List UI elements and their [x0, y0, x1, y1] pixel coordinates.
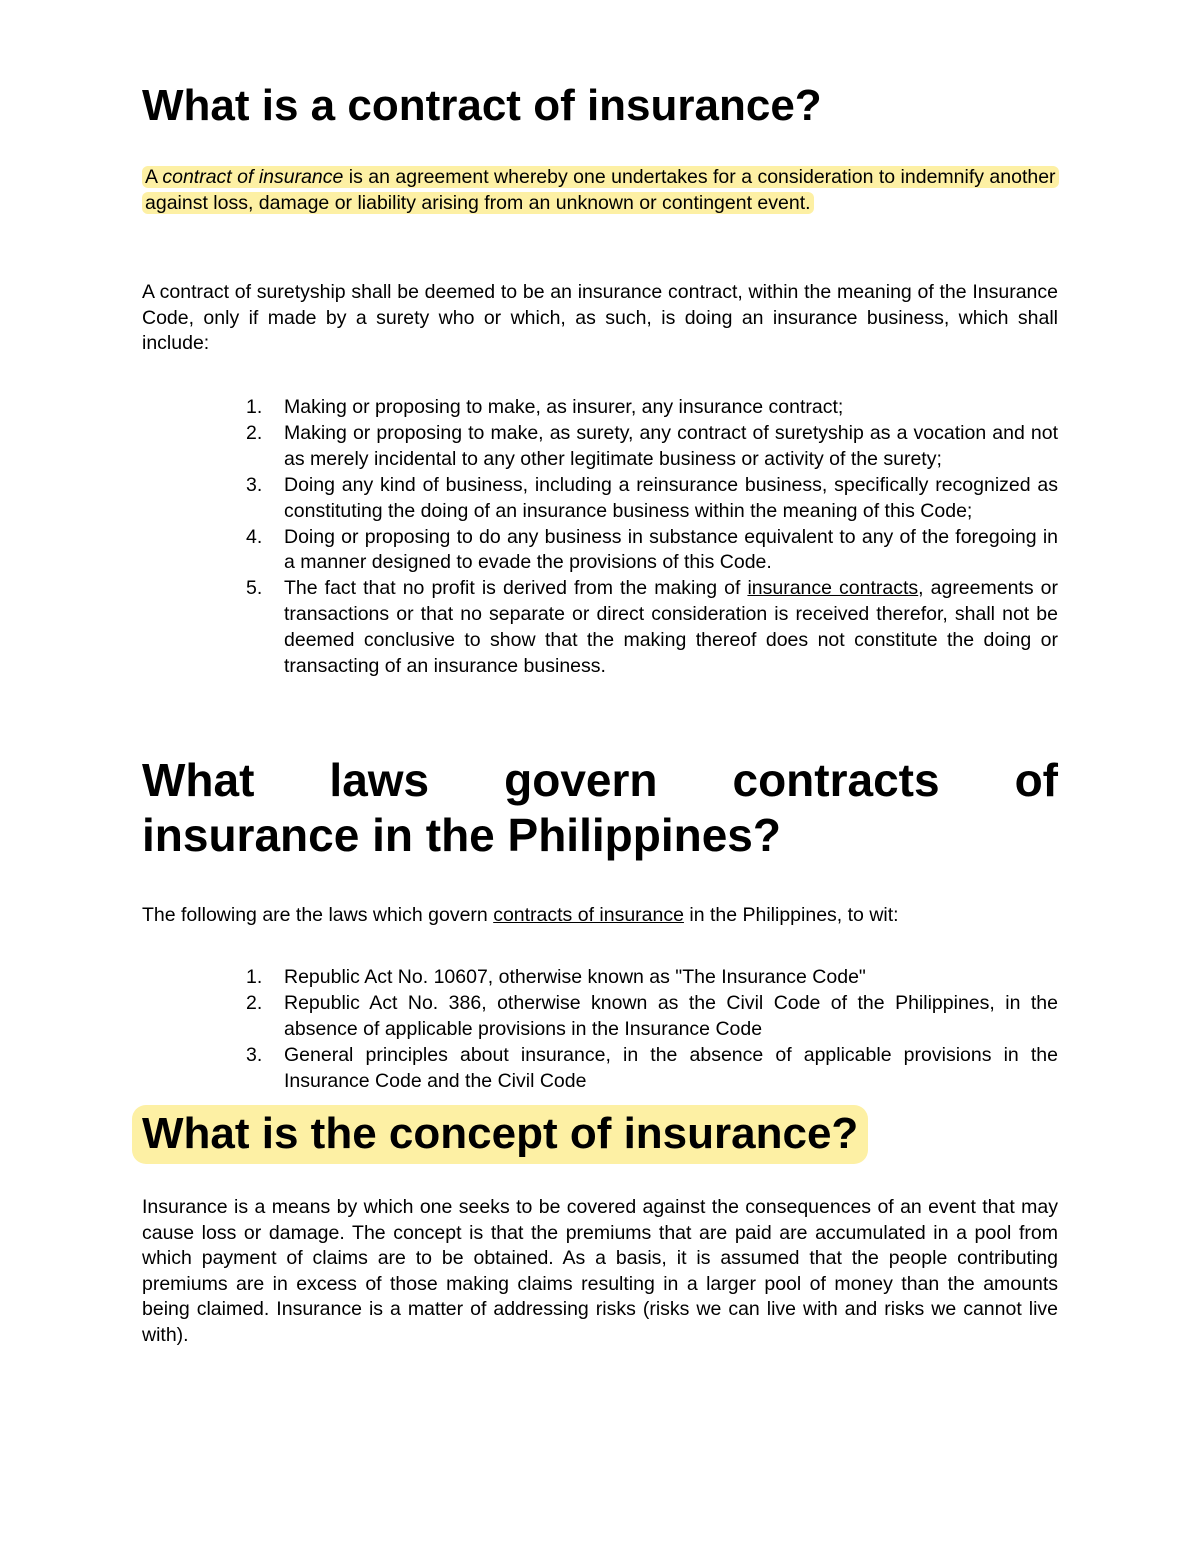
suretyship-paragraph: A contract of suretyship shall be deemed to be an insurance contract, within the meaning of the Insurance Code, only if made by a surety who or which, as such, is doing an insurance business, which shall include: — [142, 281, 1058, 355]
list-number: 1. — [246, 966, 263, 988]
contracts-of-insurance-link[interactable]: contracts of insurance — [493, 904, 684, 926]
list-number: 2. — [246, 991, 263, 1014]
definition-prefix: A — [145, 166, 163, 188]
list-item — [142, 525, 1058, 577]
list-item-text-after: , agreements or transactions or that no separate or direct consideration is received therefor, shall not be deemed conclusive to show that the making thereof does not constitute the doing or transacting of an insurance business. — [284, 577, 1058, 678]
definition-rest: is an agreement whereby one undertakes for a consideration to indemnify another against loss, damage or liability arising from an unknown or contingent event. — [145, 166, 1056, 214]
heading-laws-govern-line2: insurance in the Philippines? — [142, 809, 781, 861]
list-item-text-before: The fact that no profit is derived from the making of — [284, 577, 748, 600]
heading-highlight: What is the concept of insurance? — [132, 1105, 868, 1164]
list-item — [142, 965, 1058, 991]
laws-intro-after: in the Philippines, to wit: — [683, 904, 899, 926]
list-item-text: Making or proposing to make, as insurer, any insurance contract; — [284, 396, 844, 418]
definition-term: contract of insurance — [162, 166, 344, 188]
list-item-text: Republic Act No. 386, otherwise known as the Civil Code of the Philippines, in the absence of applicable provisions in the Insurance Code — [284, 991, 1058, 1040]
laws-intro-paragraph — [142, 903, 1058, 929]
insurance-contracts-link[interactable]: insurance contracts — [747, 577, 919, 600]
list-number: 3. — [246, 473, 263, 496]
heading-concept-of-insurance — [142, 1109, 868, 1158]
list-item — [142, 576, 1058, 680]
list-item — [142, 473, 1058, 525]
list-number: 4. — [246, 525, 263, 548]
list-item — [142, 421, 1058, 473]
list-item-text: Doing or proposing to do any business in substance equivalent to any of the foregoing in a manner designed to evade the provisions of this Code. — [284, 525, 1058, 574]
list-item — [142, 1043, 1058, 1095]
list-item — [142, 991, 1058, 1043]
list-number: 1. — [246, 396, 263, 418]
insurance-business-list — [142, 395, 1058, 680]
definition-highlight — [142, 166, 1059, 214]
list-number: 2. — [246, 421, 263, 444]
list-item-text: Making or proposing to make, as surety, any contract of suretyship as a vocation and not as merely incidental to any other legitimate business or activity of the surety; — [284, 421, 1058, 470]
laws-intro-before: The following are the laws which govern — [142, 904, 494, 926]
list-number: 5. — [246, 577, 263, 600]
governing-laws-list — [142, 965, 1058, 1095]
definition-paragraph — [142, 165, 1058, 216]
heading-laws-govern-line1: What laws govern contracts of — [142, 754, 1058, 806]
list-number: 3. — [246, 1043, 263, 1066]
list-item-text: General principles about insurance, in the absence of applicable provisions in the Insurance Code and the Civil Code — [284, 1043, 1058, 1092]
list-item-text: Republic Act No. 10607, otherwise known as "The Insurance Code" — [284, 966, 866, 988]
list-item-text: Doing any kind of business, including a reinsurance business, specifically recognized as constituting the doing of an insurance business within the meaning of this Code; — [284, 473, 1058, 522]
list-item — [142, 395, 1058, 421]
concept-paragraph: Insurance is a means by which one seeks to be covered against the consequences of an event that may cause loss or damage. The concept is that the premiums that are paid are accumulated in a pool from which payment of claims are to be obtained. As a basis, it is assumed that the people contributing premiums are in excess of those making claims resulting in a larger pool of money than the amounts being claimed. Insurance is a matter of addressing risks (risks we can live with and risks we cannot live with). — [142, 1196, 1058, 1346]
heading-contract-of-insurance: What is a contract of insurance? — [142, 81, 822, 130]
